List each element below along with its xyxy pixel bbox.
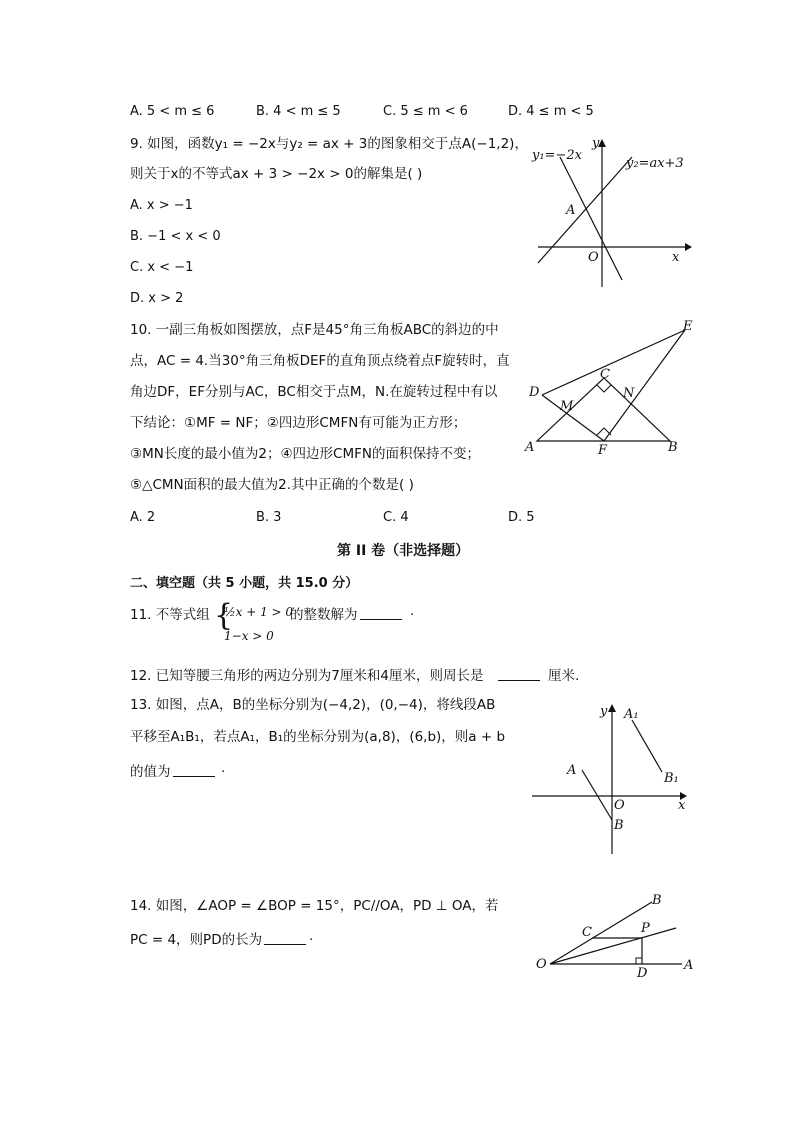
q11-row2: 1−x > 0 <box>224 629 274 643</box>
q10-option-b: B. 3 <box>256 510 282 525</box>
q13-label-o: O <box>614 798 625 813</box>
q9-option-b: B. −1 < x < 0 <box>130 229 221 244</box>
q10-label-d: D <box>529 385 540 400</box>
q10-stem-line1: 10. 一副三角板如图摆放，点F是45°角三角板ABC的斜边的中 <box>130 322 499 338</box>
q14-label-o: O <box>536 957 547 972</box>
q10-option-d: D. 5 <box>508 510 535 525</box>
q13-label-b1: B₁ <box>664 771 679 786</box>
q13-label-a: A <box>567 763 577 778</box>
q9-label-y: y <box>592 136 600 151</box>
q13-label-a1: A₁ <box>624 707 639 722</box>
q10-stem-line3: 角边DF，EF分别与AC，BC相交于点M，N.在旋转过程中有以 <box>130 384 498 400</box>
q14-end: . <box>309 928 314 944</box>
q14-angle-figure <box>532 888 700 980</box>
q11-row1: ½x + 1 > 0 <box>224 605 294 619</box>
q8-option-c: C. 5 ≤ m < 6 <box>383 104 468 119</box>
q9-label-y1: y₁=−2x <box>532 148 582 163</box>
q10-label-c: C <box>600 367 610 382</box>
q14-label-p: P <box>641 921 650 936</box>
q13-coordinate-figure <box>530 700 695 858</box>
q14-label-d: D <box>637 966 648 980</box>
q9-label-a: A <box>566 203 576 218</box>
q9-label-x: x <box>672 250 680 265</box>
q9-graph-figure <box>530 135 695 293</box>
q10-label-a: A <box>525 440 535 455</box>
q11-end: . <box>410 603 415 619</box>
q13-stem-line1: 13. 如图，点A，B的坐标分别为(−4,2)，(0,−4)，将线段AB <box>130 697 496 713</box>
q13-stem-line2: 平移至A₁B₁，若点A₁，B₁的坐标分别为(a,8)，(6,b)，则a + b <box>130 729 506 745</box>
q11-prefix: 11. 不等式组 <box>130 607 210 623</box>
q9-option-d: D. x > 2 <box>130 291 184 306</box>
q10-stem-line2: 点，AC = 4.当30°角三角板DEF的直角顶点绕着点F旋转时，直 <box>130 353 510 369</box>
q12-end: 厘米. <box>548 668 580 684</box>
q8-option-b: B. 4 < m ≤ 5 <box>256 104 341 119</box>
q13-answer-blank[interactable] <box>173 762 215 777</box>
q14-label-a: A <box>684 958 694 973</box>
q9-label-o: O <box>588 250 599 265</box>
q8-option-a: A. 5 < m ≤ 6 <box>130 104 215 119</box>
q10-label-n: N <box>623 386 635 401</box>
q12-stem: 12. 已知等腰三角形的两边分别为7厘米和4厘米，则周长是 <box>130 668 484 684</box>
q8-option-d: D. 4 ≤ m < 5 <box>508 104 594 119</box>
q11-suffix: 的整数解为 <box>290 607 358 623</box>
q9-label-y2: y₂=ax+3 <box>626 156 684 171</box>
q9-stem-line2: 则关于x的不等式ax + 3 > −2x > 0的解集是( ) <box>130 166 423 182</box>
q10-stem-line6: ⑤△CMN面积的最大值为2.其中正确的个数是( ) <box>130 477 414 493</box>
q10-label-b: B <box>668 440 678 455</box>
q13-end: . <box>221 760 226 776</box>
q9-option-c: C. x < −1 <box>130 260 194 275</box>
q10-option-a: A. 2 <box>130 510 156 525</box>
q14-answer-blank[interactable] <box>264 930 306 945</box>
q14-label-b: B <box>652 893 662 908</box>
q10-option-c: C. 4 <box>383 510 409 525</box>
section2-title: 二、填空题（共 5 小题，共 15.0 分） <box>130 576 359 591</box>
q12-answer-blank[interactable] <box>498 666 540 681</box>
q9-stem-line1: 9. 如图，函数y₁ = −2x与y₂ = ax + 3的图象相交于点A(−1,2)， <box>130 136 528 152</box>
q11-brace: { <box>214 598 234 633</box>
q10-stem-line5: ③MN长度的最小值为2；④四边形CMFN的面积保持不变； <box>130 446 480 462</box>
q10-label-m: M <box>560 399 574 414</box>
q10-label-e: E <box>683 319 693 334</box>
q14-stem-line1: 14. 如图，∠AOP = ∠BOP = 15°，PC//OA，PD ⊥ OA，若 <box>130 898 499 914</box>
q13-label-y: y <box>600 704 608 719</box>
q14-stem-line2: PC = 4，则PD的长为 <box>130 932 263 948</box>
q14-label-c: C <box>582 925 592 940</box>
q13-label-b: B <box>614 818 624 833</box>
q10-triangle-figure <box>522 318 702 460</box>
q11-answer-blank[interactable] <box>360 605 402 620</box>
q9-option-a: A. x > −1 <box>130 198 193 213</box>
q10-stem-line4: 下结论：①MF = NF；②四边形CMFN有可能为正方形； <box>130 415 467 431</box>
q13-label-x: x <box>678 798 686 813</box>
part2-title: 第 II 卷（非选择题） <box>337 543 470 559</box>
q10-label-f: F <box>598 443 608 458</box>
q13-stem-line3: 的值为 <box>130 764 171 780</box>
